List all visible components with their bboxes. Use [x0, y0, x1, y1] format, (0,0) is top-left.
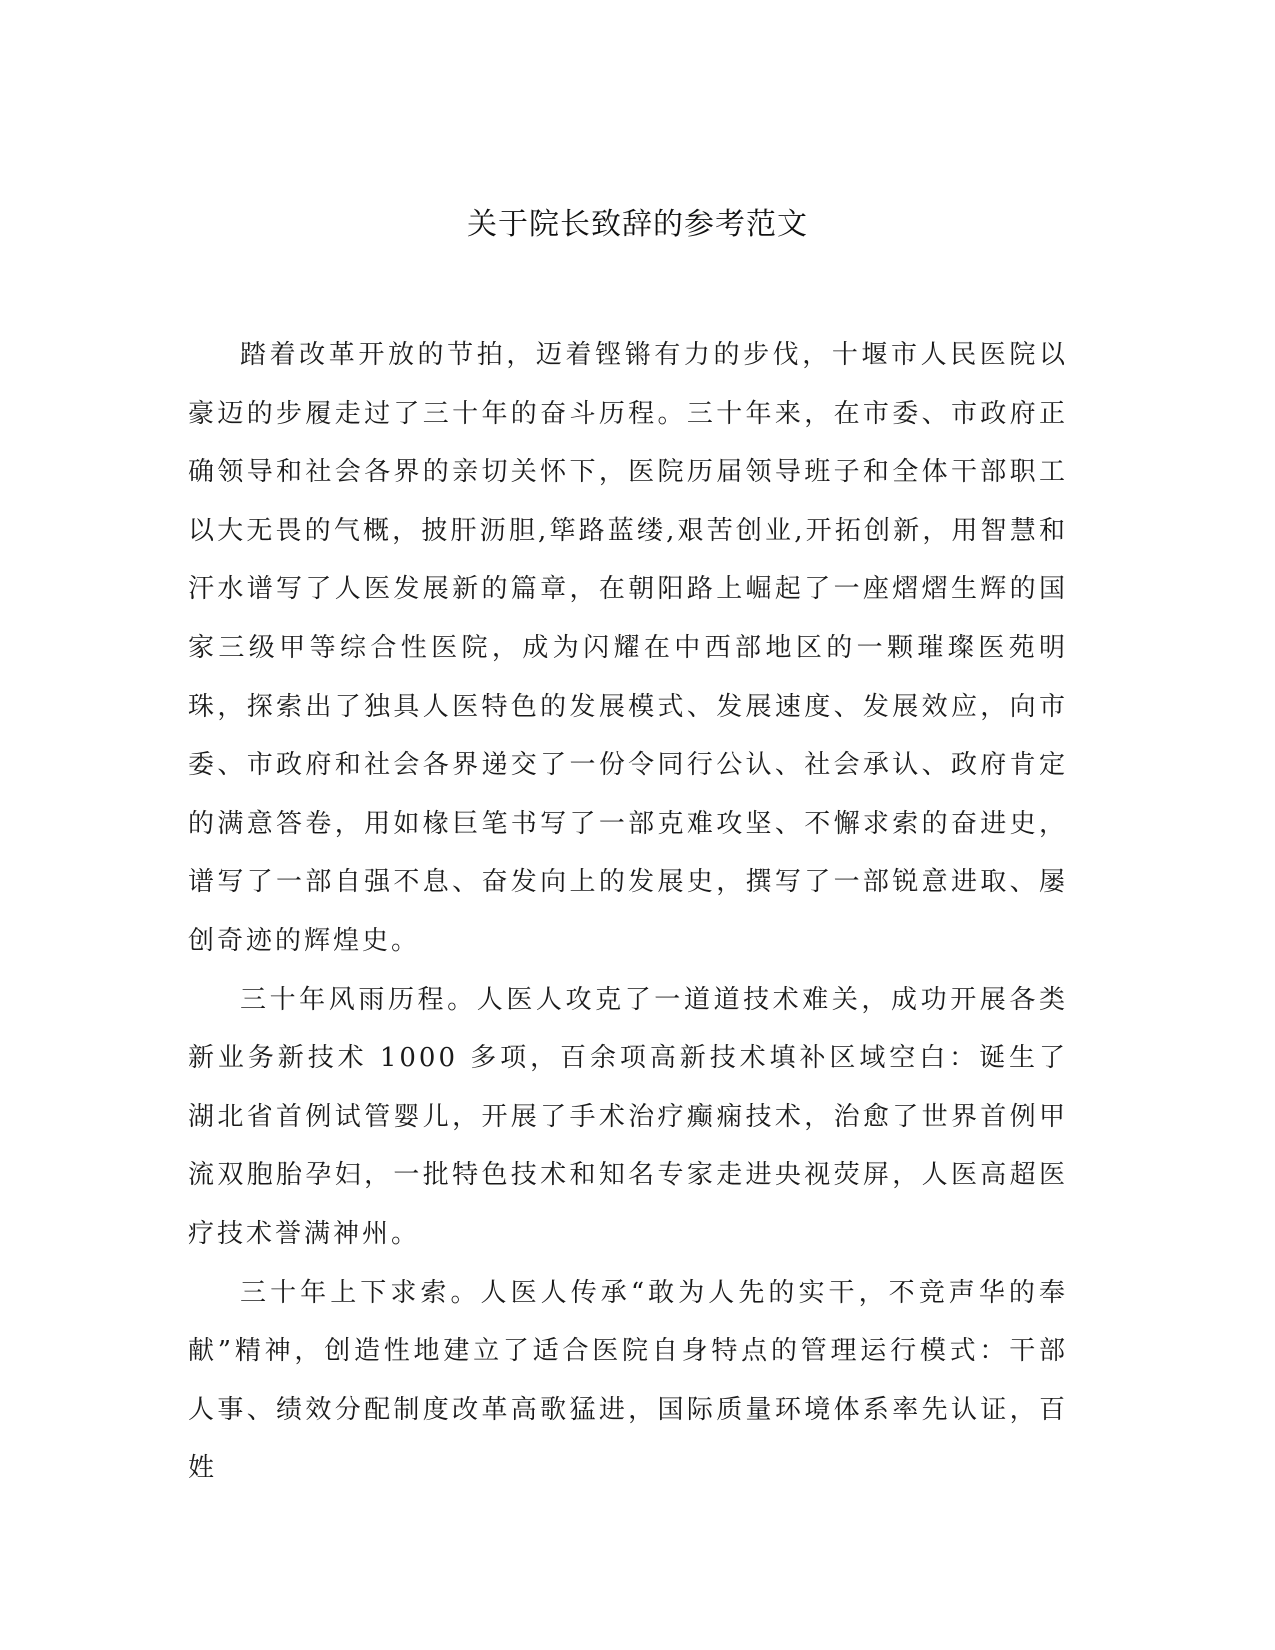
document-title: 关于院长致辞的参考范文	[467, 207, 808, 242]
paragraph-history: 三十年风雨历程。人医人攻克了一道道技术难关，成功开展各类新业务新技术 1000 多项，百余项高新技术填补区域空白：诞生了湖北省首例试管婴儿，开展了手术治疗癫痫技术，治愈了世界首例甲流双胞胎孕妇，一批特色技术和知名专家走进央视荧屏，人医高超医疗技术誉满神州。	[188, 984, 1068, 1249]
document-body	[188, 326, 1068, 1498]
paragraph-intro: 踏着改革开放的节拍，迈着铿锵有力的步伐，十堰市人民医院以豪迈的步履走过了三十年的奋斗历程。三十年来，在市委、市政府正确领导和社会各界的亲切关怀下，医院历届领导班子和全体干部职工以大无畏的气概，披肝沥胆,筚路蓝缕,艰苦创业,开拓创新，用智慧和汗水谱写了人医发展新的篇章，在朝阳路上崛起了一座熠熠生辉的国家三级甲等综合性医院，成为闪耀在中西部地区的一颗璀璨医苑明珠，探索出了独具人医特色的发展模式、发展速度、发展效应，向市委、市政府和社会各界递交了一份令同行公认、社会承认、政府肯定的满意答卷，用如椽巨笔书写了一部克难攻坚、不懈求索的奋进史，谱写了一部自强不息、奋发向上的发展史，撰写了一部锐意进取、屡创奇迹的辉煌史。	[188, 340, 1068, 956]
paragraph-exploration: 三十年上下求索。人医人传承“敢为人先的实干，不竞声华的奉献”精神，创造性地建立了适合医院自身特点的管理运行模式：干部人事、绩效分配制度改革高歌猛进，国际质量环境体系率先认证，百姓	[188, 1277, 1068, 1484]
